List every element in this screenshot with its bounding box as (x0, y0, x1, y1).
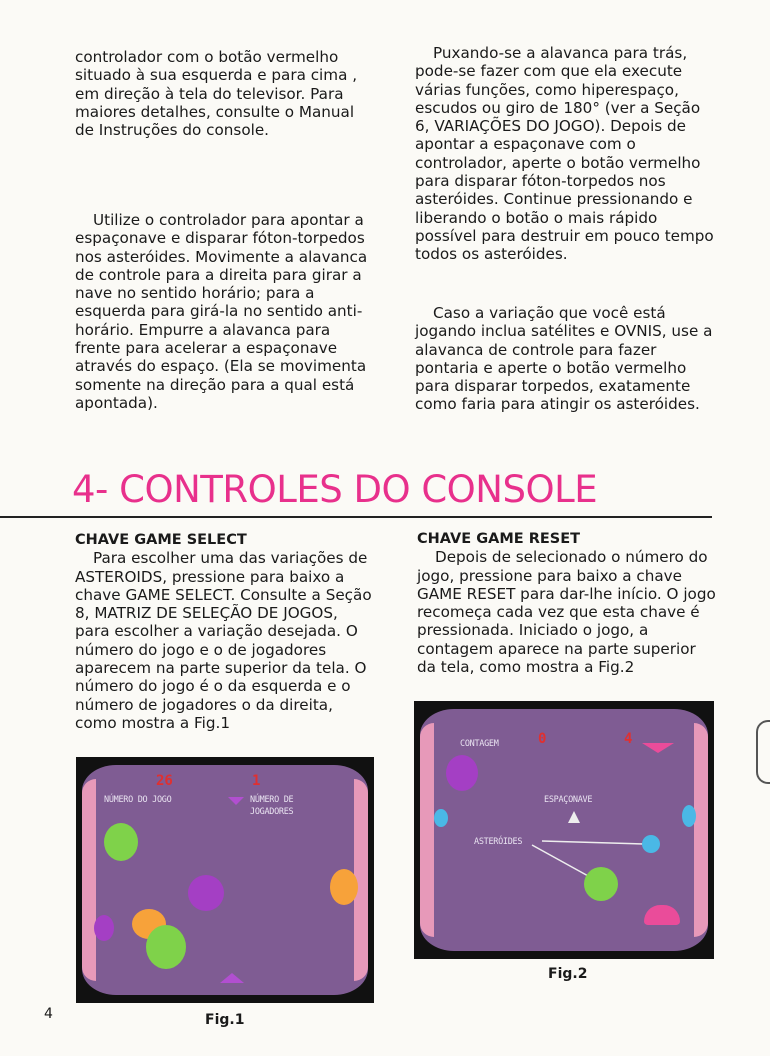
ship-icon (220, 973, 244, 983)
game-select-body: Para escolher uma das variações de ASTEROIDS, pressione para baixo a chave GAME SELECT. Consulte a Seção 8, MATRIZ DE SELEÇÃO DE JOGOS, para escolher a variação desejada. O número do jogo e o de jogadores aparecem na parte superior da tela. O número do jogo é o da esquerda e o número de jogadores o da direita, como mostra a Fig.1 (75, 549, 372, 732)
asteroid-icon (94, 915, 114, 941)
page-number: 4 (44, 1006, 53, 1022)
paragraph: Caso a variação que você está jogando inclua satélites e OVNIS, use a alavanca de controle para fazer pontaria e aperte o botão vermelho para disparar torpedos, exatamente como faria para atingir os asteróides. (415, 304, 713, 414)
ship-icon (228, 797, 244, 805)
game-reset-section (417, 530, 717, 676)
column-right-ovnis (415, 304, 715, 414)
label-score: CONTAGEM (460, 739, 499, 749)
figure-1-screenshot (76, 757, 374, 1003)
label-game-number: NÚMERO DO JOGO (104, 795, 172, 805)
game-reset-body: Depois de selecionado o número do jogo, pressione para baixo a chave GAME RESET para dar-lhe início. O jogo recomeça cada vez que esta chave é pressionada. Iniciado o jogo, a contagem aparece na parte superior da tela, como mostra a Fig.2 (417, 548, 716, 677)
paragraph: controlador com o botão vermelho situado à sua esquerda e para cima , em direção à tela do televisor. Para maiores detalhes, consulte o Manual de Instruções do console. (75, 48, 358, 140)
game-number: 26 (156, 773, 173, 789)
players-count: 1 (252, 773, 261, 789)
asteroid-icon (330, 869, 358, 905)
column-left-top (75, 48, 375, 139)
paragraph: Utilize o controlador para apontar a espaçonave e disparar fóton-torpedos nos asteróides. Movimente a alavanca de controle para a direita para girar a nave no sentido horário; para a esquerda para girá-la no sentido anti-horário. Empurre a alavanca para frente para acelerar a espaçonave através do espaço. (Ela se movimenta somente na direção para a qual está apontada). (75, 211, 368, 412)
asteroid-icon (584, 867, 618, 901)
game-select-heading: CHAVE GAME SELECT (75, 532, 247, 548)
column-right-top (415, 44, 715, 264)
game-screen (420, 709, 708, 951)
column-left-controller (75, 211, 375, 412)
figure-2-screenshot (414, 701, 714, 959)
screen-edge (82, 779, 96, 981)
asteroid-icon (188, 875, 224, 911)
lives-value: 4 (624, 731, 633, 747)
label-players-2: JOGADORES (250, 807, 294, 817)
label-players-1: NÚMERO DE (250, 795, 294, 805)
game-select-section (75, 531, 375, 732)
asteroid-icon (642, 835, 660, 853)
figure-2-caption: Fig.2 (548, 966, 588, 982)
label-ship: ESPAÇONAVE (544, 795, 593, 805)
label-asteroids: ASTERÓIDES (474, 837, 523, 847)
game-screen (82, 765, 368, 995)
asteroid-icon (146, 925, 186, 969)
asteroid-icon (104, 823, 138, 861)
paragraph: Puxando-se a alavanca para trás, pode-se fazer com que ela execute várias funções, como hiperespaço, escudos ou giro de 180° (ver a Seção 6, VARIAÇÕES DO JOGO). Depois de apontar a espaçonave com o controlador, aperte o botão vermelho para disparar fóton-torpedos nos asteróides. Continue pressionando e liberando o botão o mais rápido possível para destruir em pouco tempo todos os asteróides. (415, 44, 714, 264)
game-reset-heading: CHAVE GAME RESET (417, 531, 581, 547)
score-value: 0 (538, 731, 547, 747)
divider (0, 516, 712, 518)
section-title: 4- CONTROLES DO CONSOLE (72, 468, 598, 511)
figure-1-caption: Fig.1 (205, 1012, 245, 1028)
binding-mark (756, 720, 770, 784)
